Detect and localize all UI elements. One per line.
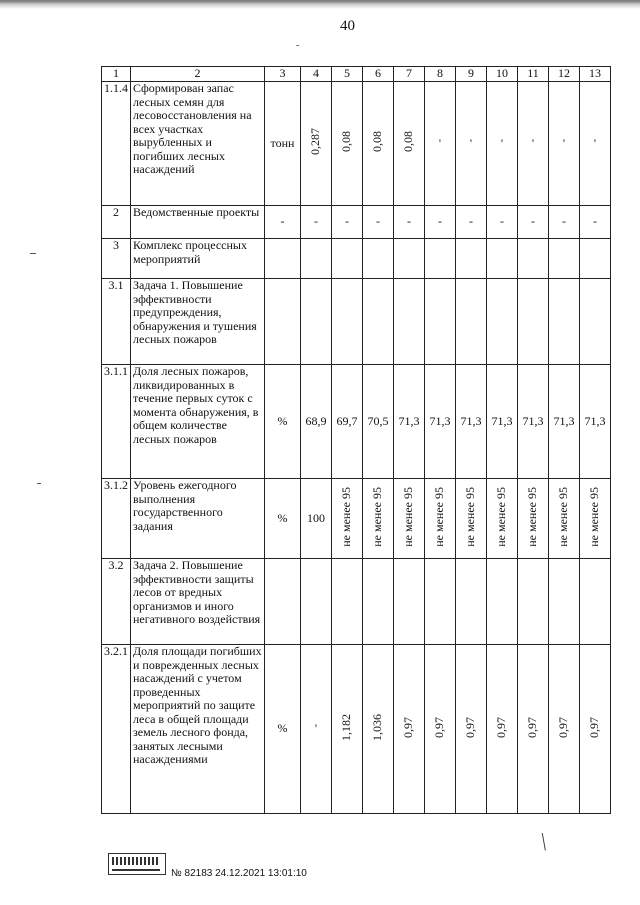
indicator-name: Комплекс процессных мероприятий xyxy=(131,239,265,279)
value-cell xyxy=(363,279,394,365)
value-cell: 68,9 xyxy=(301,365,332,479)
doc-datetime: 24.12.2021 13:01:10 xyxy=(215,868,307,879)
value-cell: - xyxy=(549,206,580,239)
indicator-name: Задача 2. Повышение эффективности защиты лесов от вредных организмов и иного негативного воздействия xyxy=(131,559,265,645)
table-row xyxy=(102,645,611,814)
value-text: 0,97 xyxy=(432,716,447,738)
value-cell xyxy=(487,279,518,365)
value-cell: ' xyxy=(580,82,611,206)
value-cell: 71,3 xyxy=(518,365,549,479)
value-cell xyxy=(394,479,425,559)
value-text: 1,182 xyxy=(339,713,354,741)
value-cell: - xyxy=(580,206,611,239)
table-row xyxy=(102,479,611,559)
unit-cell: % xyxy=(265,479,301,559)
row-number: 3.1.1 xyxy=(102,365,131,479)
value-cell: 69,7 xyxy=(332,365,363,479)
pen-mark: ⟍ xyxy=(533,830,555,854)
value-cell xyxy=(425,279,456,365)
table-header-row xyxy=(102,67,611,82)
header-cell: 9 xyxy=(456,67,487,82)
value-cell: ' xyxy=(425,82,456,206)
value-cell xyxy=(363,559,394,645)
header-cell: 3 xyxy=(265,67,301,82)
indicator-name: Ведомственные проекты xyxy=(131,206,265,239)
doc-number: 82183 xyxy=(184,868,213,879)
value-cell xyxy=(363,239,394,279)
row-number: 3.2.1 xyxy=(102,645,131,814)
value-cell xyxy=(549,645,580,814)
indicators-table xyxy=(101,66,611,814)
value-cell: ' xyxy=(549,82,580,206)
value-text: 0,97 xyxy=(525,716,540,738)
value-cell xyxy=(518,645,549,814)
value-cell xyxy=(394,645,425,814)
row-number: 1.1.4 xyxy=(102,82,131,206)
value-cell: - xyxy=(332,206,363,239)
value-cell xyxy=(549,279,580,365)
value-cell xyxy=(301,239,332,279)
value-cell xyxy=(580,279,611,365)
value-text: не менее 95 xyxy=(370,486,385,547)
value-cell xyxy=(425,479,456,559)
header-cell: 13 xyxy=(580,67,611,82)
value-cell xyxy=(456,239,487,279)
value-cell xyxy=(332,645,363,814)
value-cell xyxy=(301,559,332,645)
value-cell: 71,3 xyxy=(456,365,487,479)
value-cell xyxy=(456,479,487,559)
value-text: 0,97 xyxy=(587,716,602,738)
value-cell xyxy=(456,279,487,365)
value-text: не менее 95 xyxy=(339,486,354,547)
value-text: не менее 95 xyxy=(587,486,602,547)
indicator-name: Доля лесных пожаров, ликвидированных в течение первых суток с момента обнаружения, в общем количестве лесных пожаров xyxy=(131,365,265,479)
unit-cell xyxy=(265,239,301,279)
value-cell: 71,3 xyxy=(580,365,611,479)
value-cell xyxy=(425,559,456,645)
value-cell: ' xyxy=(487,82,518,206)
value-cell xyxy=(456,559,487,645)
row-number: 3.1 xyxy=(102,279,131,365)
scan-speck xyxy=(37,483,41,484)
header-cell: 4 xyxy=(301,67,332,82)
value-text: 0,08 xyxy=(401,131,416,153)
document-registration xyxy=(171,868,307,879)
value-text: 0,97 xyxy=(401,716,416,738)
row-number: 2 xyxy=(102,206,131,239)
scan-top-edge xyxy=(0,0,640,12)
value-cell xyxy=(301,82,332,206)
row-number: 3.1.2 xyxy=(102,479,131,559)
table-row xyxy=(102,559,611,645)
value-cell xyxy=(332,279,363,365)
table-row xyxy=(102,239,611,279)
header-cell: 10 xyxy=(487,67,518,82)
doc-mark: № xyxy=(171,868,182,879)
value-cell xyxy=(332,82,363,206)
value-cell: 70,5 xyxy=(363,365,394,479)
scan-speck xyxy=(30,253,36,254)
table-row xyxy=(102,82,611,206)
value-text: 0,97 xyxy=(494,716,509,738)
value-text: 0,287 xyxy=(308,128,323,156)
value-cell xyxy=(394,82,425,206)
table-row xyxy=(102,279,611,365)
value-cell: - xyxy=(363,206,394,239)
indicator-name: Сформирован запас лесных семян для лесовосстановления на всех участках вырубленных и погибших лесных насаждений xyxy=(131,82,265,206)
header-cell: 8 xyxy=(425,67,456,82)
value-cell: 100 xyxy=(301,479,332,559)
value-cell: 71,3 xyxy=(394,365,425,479)
value-cell: ' xyxy=(456,82,487,206)
value-cell xyxy=(580,645,611,814)
value-cell xyxy=(487,559,518,645)
header-cell: 2 xyxy=(131,67,265,82)
value-cell xyxy=(487,645,518,814)
value-cell: - xyxy=(425,206,456,239)
value-cell: 71,3 xyxy=(425,365,456,479)
value-text: 0,97 xyxy=(463,716,478,738)
unit-cell: % xyxy=(265,365,301,479)
value-cell xyxy=(456,645,487,814)
value-cell xyxy=(332,479,363,559)
value-cell: 71,3 xyxy=(487,365,518,479)
value-cell xyxy=(549,479,580,559)
value-cell xyxy=(425,239,456,279)
value-cell xyxy=(518,479,549,559)
page-dash: - xyxy=(296,40,300,51)
value-cell: - xyxy=(456,206,487,239)
value-cell: - xyxy=(487,206,518,239)
unit-cell: - xyxy=(265,206,301,239)
value-text: не менее 95 xyxy=(525,486,540,547)
indicator-name: Уровень ежегодного выполнения государственного задания xyxy=(131,479,265,559)
page-number: 40 xyxy=(340,18,355,34)
value-cell xyxy=(394,559,425,645)
value-text: 1,036 xyxy=(370,713,385,741)
value-cell xyxy=(332,239,363,279)
value-cell: ' xyxy=(301,645,332,814)
value-cell xyxy=(332,559,363,645)
value-cell xyxy=(425,645,456,814)
value-cell xyxy=(363,479,394,559)
value-cell xyxy=(580,239,611,279)
value-cell xyxy=(518,559,549,645)
value-cell: - xyxy=(394,206,425,239)
value-text: не менее 95 xyxy=(494,486,509,547)
unit-cell xyxy=(265,559,301,645)
value-text: не менее 95 xyxy=(556,486,571,547)
value-cell xyxy=(549,239,580,279)
unit-cell: % xyxy=(265,645,301,814)
electronic-signature-stamp xyxy=(108,853,166,875)
value-cell xyxy=(518,239,549,279)
value-text: 0,97 xyxy=(556,716,571,738)
value-cell xyxy=(394,279,425,365)
header-cell: 6 xyxy=(363,67,394,82)
value-text: не менее 95 xyxy=(401,486,416,547)
value-text: 0,08 xyxy=(370,131,385,153)
table-row xyxy=(102,365,611,479)
value-text: не менее 95 xyxy=(463,486,478,547)
value-cell xyxy=(363,82,394,206)
value-cell xyxy=(487,239,518,279)
value-cell xyxy=(580,559,611,645)
value-cell xyxy=(301,279,332,365)
value-cell xyxy=(580,479,611,559)
row-number: 3 xyxy=(102,239,131,279)
table-row xyxy=(102,206,611,239)
value-cell xyxy=(394,239,425,279)
value-text: не менее 95 xyxy=(432,486,447,547)
value-cell: 71,3 xyxy=(549,365,580,479)
value-cell: - xyxy=(301,206,332,239)
value-cell xyxy=(518,279,549,365)
header-cell: 5 xyxy=(332,67,363,82)
unit-cell: тонн xyxy=(265,82,301,206)
header-cell: 11 xyxy=(518,67,549,82)
value-cell xyxy=(549,559,580,645)
value-cell xyxy=(363,645,394,814)
header-cell: 12 xyxy=(549,67,580,82)
indicator-name: Задача 1. Повышение эффективности предупреждения, обнаружения и тушения лесных пожаров xyxy=(131,279,265,365)
value-text: 0,08 xyxy=(339,131,354,153)
value-cell: - xyxy=(518,206,549,239)
indicator-name: Доля площади погибших и поврежденных лесных насаждений с учетом проведенных мероприятий по защите леса в общей площади земель лесного фонда, занятых лесными насаждениями xyxy=(131,645,265,814)
header-cell: 1 xyxy=(102,67,131,82)
row-number: 3.2 xyxy=(102,559,131,645)
unit-cell xyxy=(265,279,301,365)
header-cell: 7 xyxy=(394,67,425,82)
value-cell xyxy=(487,479,518,559)
value-cell: ' xyxy=(518,82,549,206)
